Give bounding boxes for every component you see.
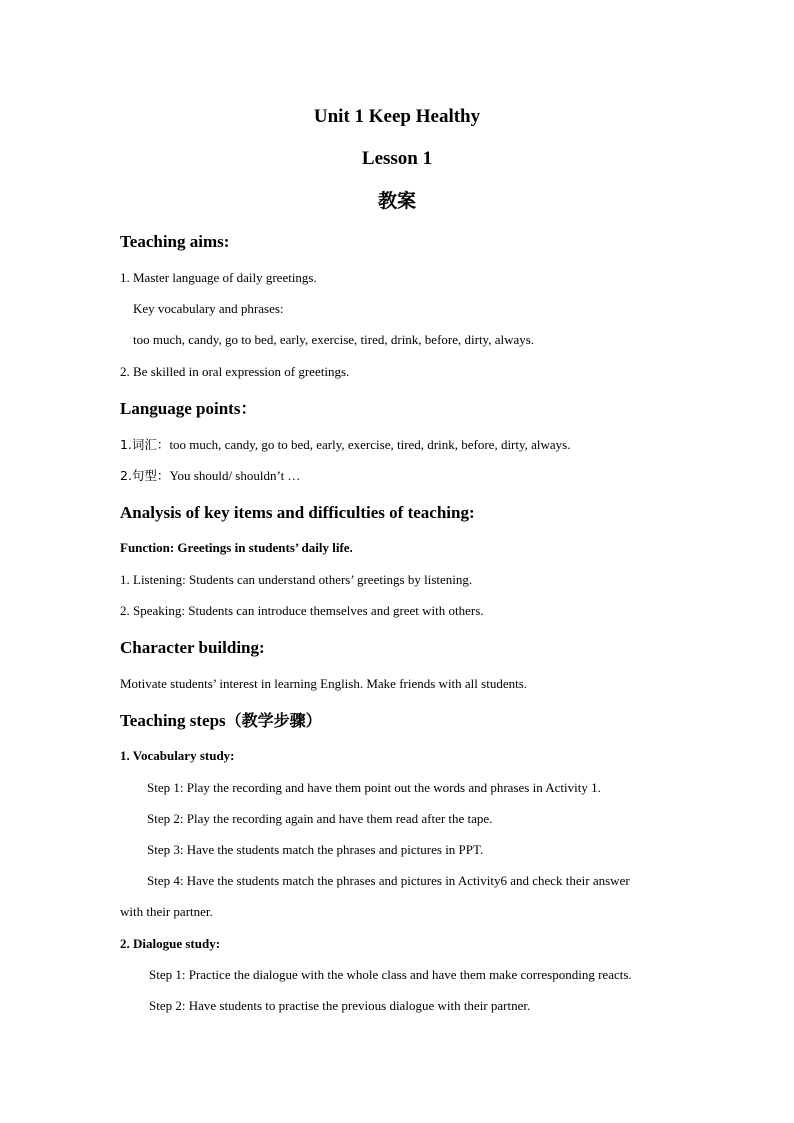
- character-text: Motivate students’ interest in learning English. Make friends with all students.: [120, 676, 528, 691]
- analysis-item-2: 2. Speaking: Students can introduce themselves and greet with others.: [120, 603, 484, 618]
- dialogue-study-heading: 2. Dialogue study:: [120, 936, 221, 951]
- vocab-prefix: 1.词汇：: [120, 437, 170, 452]
- aim-item-2: 2. Be skilled in oral expression of greetings.: [120, 364, 350, 379]
- analysis-heading: Analysis of key items and difficulties of teaching:: [120, 503, 475, 522]
- vocab-text: too much, candy, go to bed, early, exercise, tired, drink, before, dirty, always.: [169, 437, 571, 452]
- character-heading: Character building:: [120, 638, 265, 657]
- pattern-point: [120, 467, 300, 485]
- vocab-step-4: Step 4: Have the students match the phrases and pictures in Activity6 and check their answer: [147, 873, 630, 888]
- vocab-point: [120, 436, 571, 454]
- vocab-step-2: Step 2: Play the recording again and have them read after the tape.: [147, 811, 493, 826]
- pattern-text: You should/ shouldn’t …: [169, 468, 301, 483]
- vocab-step-1: Step 1: Play the recording and have them point out the words and phrases in Activity 1.: [147, 780, 601, 795]
- aim-item-1: 1. Master language of daily greetings.: [120, 270, 317, 285]
- lesson-title: Lesson 1: [361, 148, 433, 169]
- aim-item-1-sub-words: too much, candy, go to bed, early, exercise, tired, drink, before, dirty, always.: [133, 332, 535, 347]
- vocab-study-heading: 1. Vocabulary study:: [120, 748, 235, 763]
- function-line: Function: Greetings in students’ daily life.: [120, 540, 353, 555]
- dialogue-step-1: Step 1: Practice the dialogue with the whole class and have them make corresponding reacts.: [149, 967, 632, 982]
- vocab-step-3: Step 3: Have the students match the phrases and pictures in PPT.: [147, 842, 484, 857]
- analysis-item-1: 1. Listening: Students can understand others’ greetings by listening.: [120, 572, 473, 587]
- language-points-heading: Language points：: [120, 399, 257, 418]
- teaching-aims-heading: Teaching aims:: [120, 232, 230, 251]
- teaching-steps-heading: Teaching steps（教学步骤）: [120, 711, 322, 730]
- doc-type-title: 教案: [377, 190, 416, 212]
- aim-item-1-sub-label: Key vocabulary and phrases:: [133, 301, 284, 316]
- vocab-step-4-cont: with their partner.: [120, 904, 213, 919]
- unit-title: Unit 1 Keep Healthy: [313, 106, 481, 127]
- dialogue-step-2: Step 2: Have students to practise the previous dialogue with their partner.: [149, 998, 531, 1013]
- pattern-prefix: 2.句型：: [120, 468, 170, 483]
